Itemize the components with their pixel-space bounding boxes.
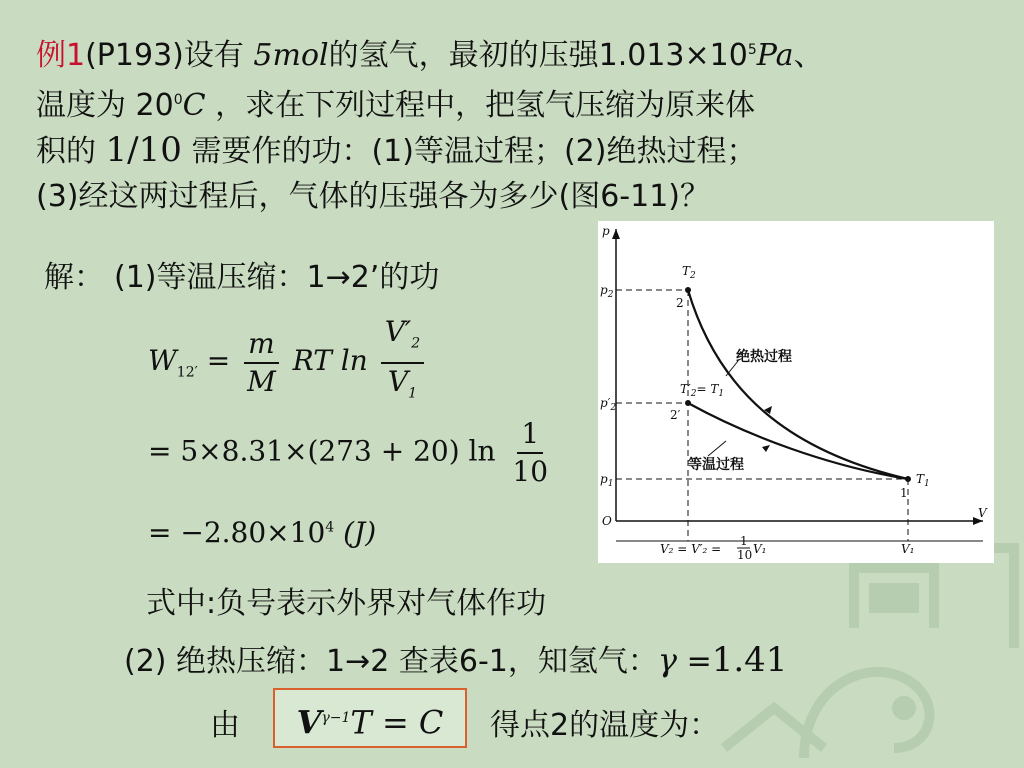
point-1 (905, 476, 911, 482)
isothermal-arrow (762, 445, 770, 452)
v-frac-num: 1 (740, 534, 748, 548)
fraction-volume-ratio: $\frac{V'_2}{V_1}$ (381, 316, 425, 409)
point-2-label: 2 (676, 296, 684, 310)
adiabatic-label: 绝热过程 (736, 349, 792, 365)
v1-label: V₁ (901, 542, 915, 556)
by-label: 由 (210, 708, 240, 743)
p2-label: $p_2$ (600, 283, 614, 300)
problem-line-3: 积的 1/10 需要作的功：(1)等温过程；(2)绝热过程； (36, 130, 757, 170)
equation-numeric: = 5×8.31×(273 + 20) ln $\frac{1}{10}$ (148, 418, 556, 488)
point-2prime-label: 2′ (670, 408, 681, 422)
isothermal-label: 等温过程 (688, 457, 744, 473)
pv-diagram-svg (598, 221, 994, 563)
p2prime-label: $p'_2$ (600, 396, 617, 413)
pv-diagram (598, 221, 994, 563)
adiabatic-formula-box: $V^{\gamma-1}T = C$ (273, 688, 467, 748)
v2-label: V₂ = V′₂ = (660, 542, 722, 556)
example-label: 例1 (36, 38, 86, 73)
sign-note: 式中:负号表示外界对气体作功 (146, 586, 547, 621)
fraction-one-tenth: $\frac{1}{10}$ (512, 417, 549, 488)
problem-line-1: 例1(P193)设有 5mol的氢气，最初的压强$1.013\times 10^5Pa$、 (36, 38, 824, 73)
p1-label: $p_1$ (600, 472, 614, 489)
result-text: 得点2的温度为： (490, 708, 720, 743)
solution-heading: 解： (1)等温压缩：1→2’的功 (44, 260, 440, 295)
problem-statement (36, 28, 996, 219)
point-2 (685, 287, 691, 293)
v-frac-den: 10 (737, 548, 753, 562)
p-axis-label: p (602, 224, 610, 238)
problem-line-2: 温度为 $20^0C$ ，求在下列过程中，把氢气压缩为原来体 (36, 88, 756, 123)
fraction-m-over-M: $\frac{m}{M}$ (243, 328, 280, 398)
isothermal-pointer (708, 441, 726, 456)
part-2-adiabatic: (2) 绝热压缩：1→2 查表6-1，知氢气：γ =1.41 (124, 640, 788, 680)
problem-line-4: (3)经这两过程后，气体的压强各为多少(图6-11)？ (36, 179, 710, 214)
T2prime-label: $T'_2= T_1$ (680, 382, 725, 399)
v1-tail-label: V₁ (753, 542, 767, 556)
equation-work-formula: $W_{12'}$ = $\frac{m}{M}$ RT ln $\frac{V'_2}{V_1}$ (148, 316, 428, 409)
point-1-label: 1 (900, 486, 908, 500)
T1-label: $T_1$ (916, 472, 930, 489)
T2-label: $T_2$ (682, 264, 696, 281)
p-axis-arrow (612, 229, 620, 239)
equation-result: = $-2.80\times 10^4$ (J) (148, 516, 377, 549)
origin-label: O (602, 514, 612, 528)
v-axis-label: V (978, 506, 987, 520)
point-2prime (685, 400, 691, 406)
